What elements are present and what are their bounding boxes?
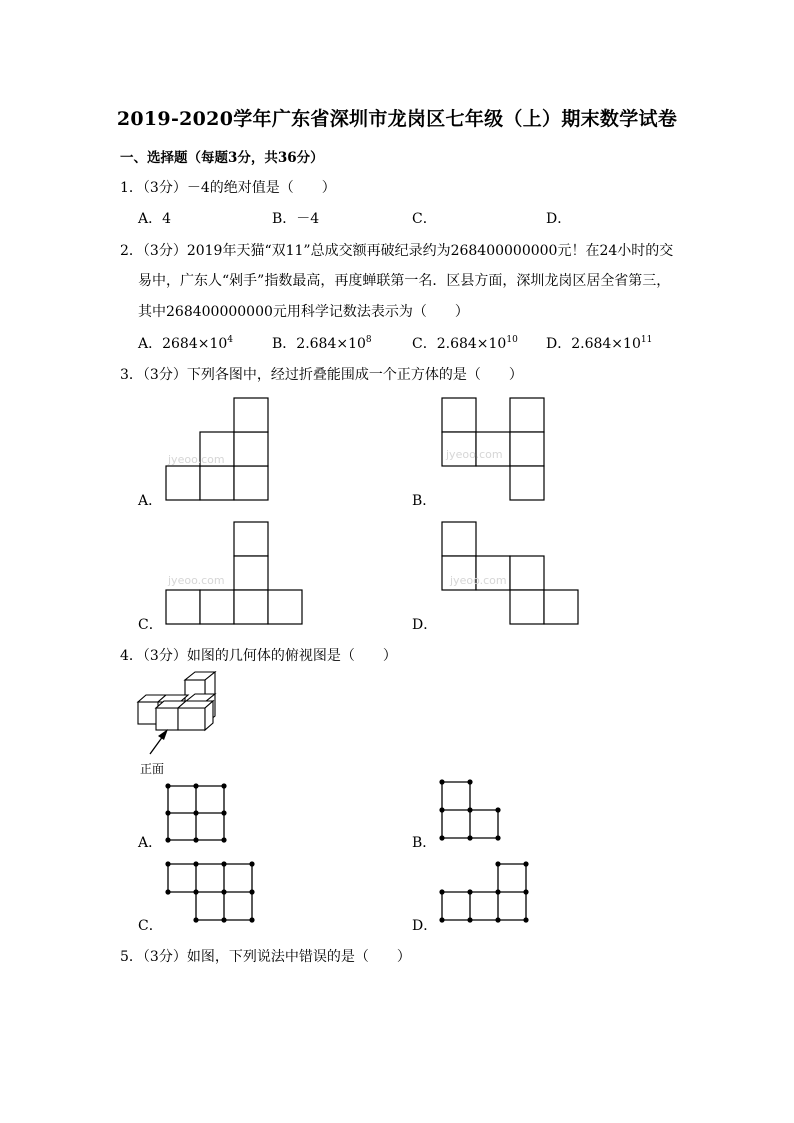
q4-option-a-figure [160, 780, 240, 850]
question-4-stem: 4．（3分）如图的几何体的俯视图是（ ） [120, 648, 397, 664]
q3-net-a [160, 392, 280, 504]
question-1-stem: 1．（3分）－4的绝对值是（ ） [120, 180, 336, 196]
q3-label-c: C． [138, 617, 163, 633]
q4-label-b: B． [412, 835, 437, 851]
q3-label-d: D． [412, 617, 438, 633]
svg-text:jyeoo.com: jyeoo.com [168, 453, 225, 466]
svg-text:jyeoo.com: jyeoo.com [446, 448, 503, 461]
question-2-line-3: 其中268400000000元用科学记数法表示为（ ） [138, 304, 469, 320]
q4-front-label: 正面 [140, 762, 165, 776]
q1-option-b: B．－4 [272, 211, 320, 227]
question-2-line-2: 易中，广东人“剁手”指数最高，再度蝉联第一名．区县方面，深圳龙岗区居全省第三， [138, 273, 671, 289]
q2-option-b: B．$2.684\times 10^8$ [272, 335, 372, 352]
q2-option-a: A．$2684\times 10^4$ [138, 335, 234, 352]
q4-label-d: D． [412, 918, 438, 934]
q2-option-d: D．$2.684\times 10^{11}$ [546, 335, 653, 352]
q3-net-d [436, 516, 586, 628]
section-heading: 一、选择题（每题3分，共36分） [120, 150, 324, 166]
svg-text:jyeoo.com: jyeoo.com [168, 574, 225, 587]
q4-label-a: A． [138, 835, 163, 851]
question-3-stem: 3．（3分）下列各图中，经过折叠能围成一个正方体的是（ ） [120, 367, 523, 383]
q2-option-c: C．$2.684\times 10^{10}$ [412, 335, 518, 352]
q3-net-c [160, 516, 310, 628]
q4-label-c: C． [138, 918, 163, 934]
question-5-stem: 5．（3分）如图，下列说法中错误的是（ ） [120, 949, 411, 965]
page-title: 2019-2020学年广东省深圳市龙岗区七年级（上）期末数学试卷 [116, 108, 678, 130]
q3-label-a: A． [138, 493, 163, 509]
q1-option-c: C． [412, 211, 437, 227]
q1-option-d: D． [546, 211, 572, 227]
q4-option-c-figure [160, 858, 270, 928]
q4-option-d-figure [434, 858, 544, 928]
q1-option-a: A．4 [138, 211, 172, 227]
q4-option-b-figure [434, 776, 514, 848]
q3-label-b: B． [412, 493, 437, 509]
q3-net-b [436, 392, 556, 504]
question-2-line-1: 2．（3分）2019年天猫“双11”总成交额再破纪录约为268400000000元！在24小时的交 [120, 243, 674, 259]
svg-text:jyeoo.com: jyeoo.com [450, 574, 507, 587]
